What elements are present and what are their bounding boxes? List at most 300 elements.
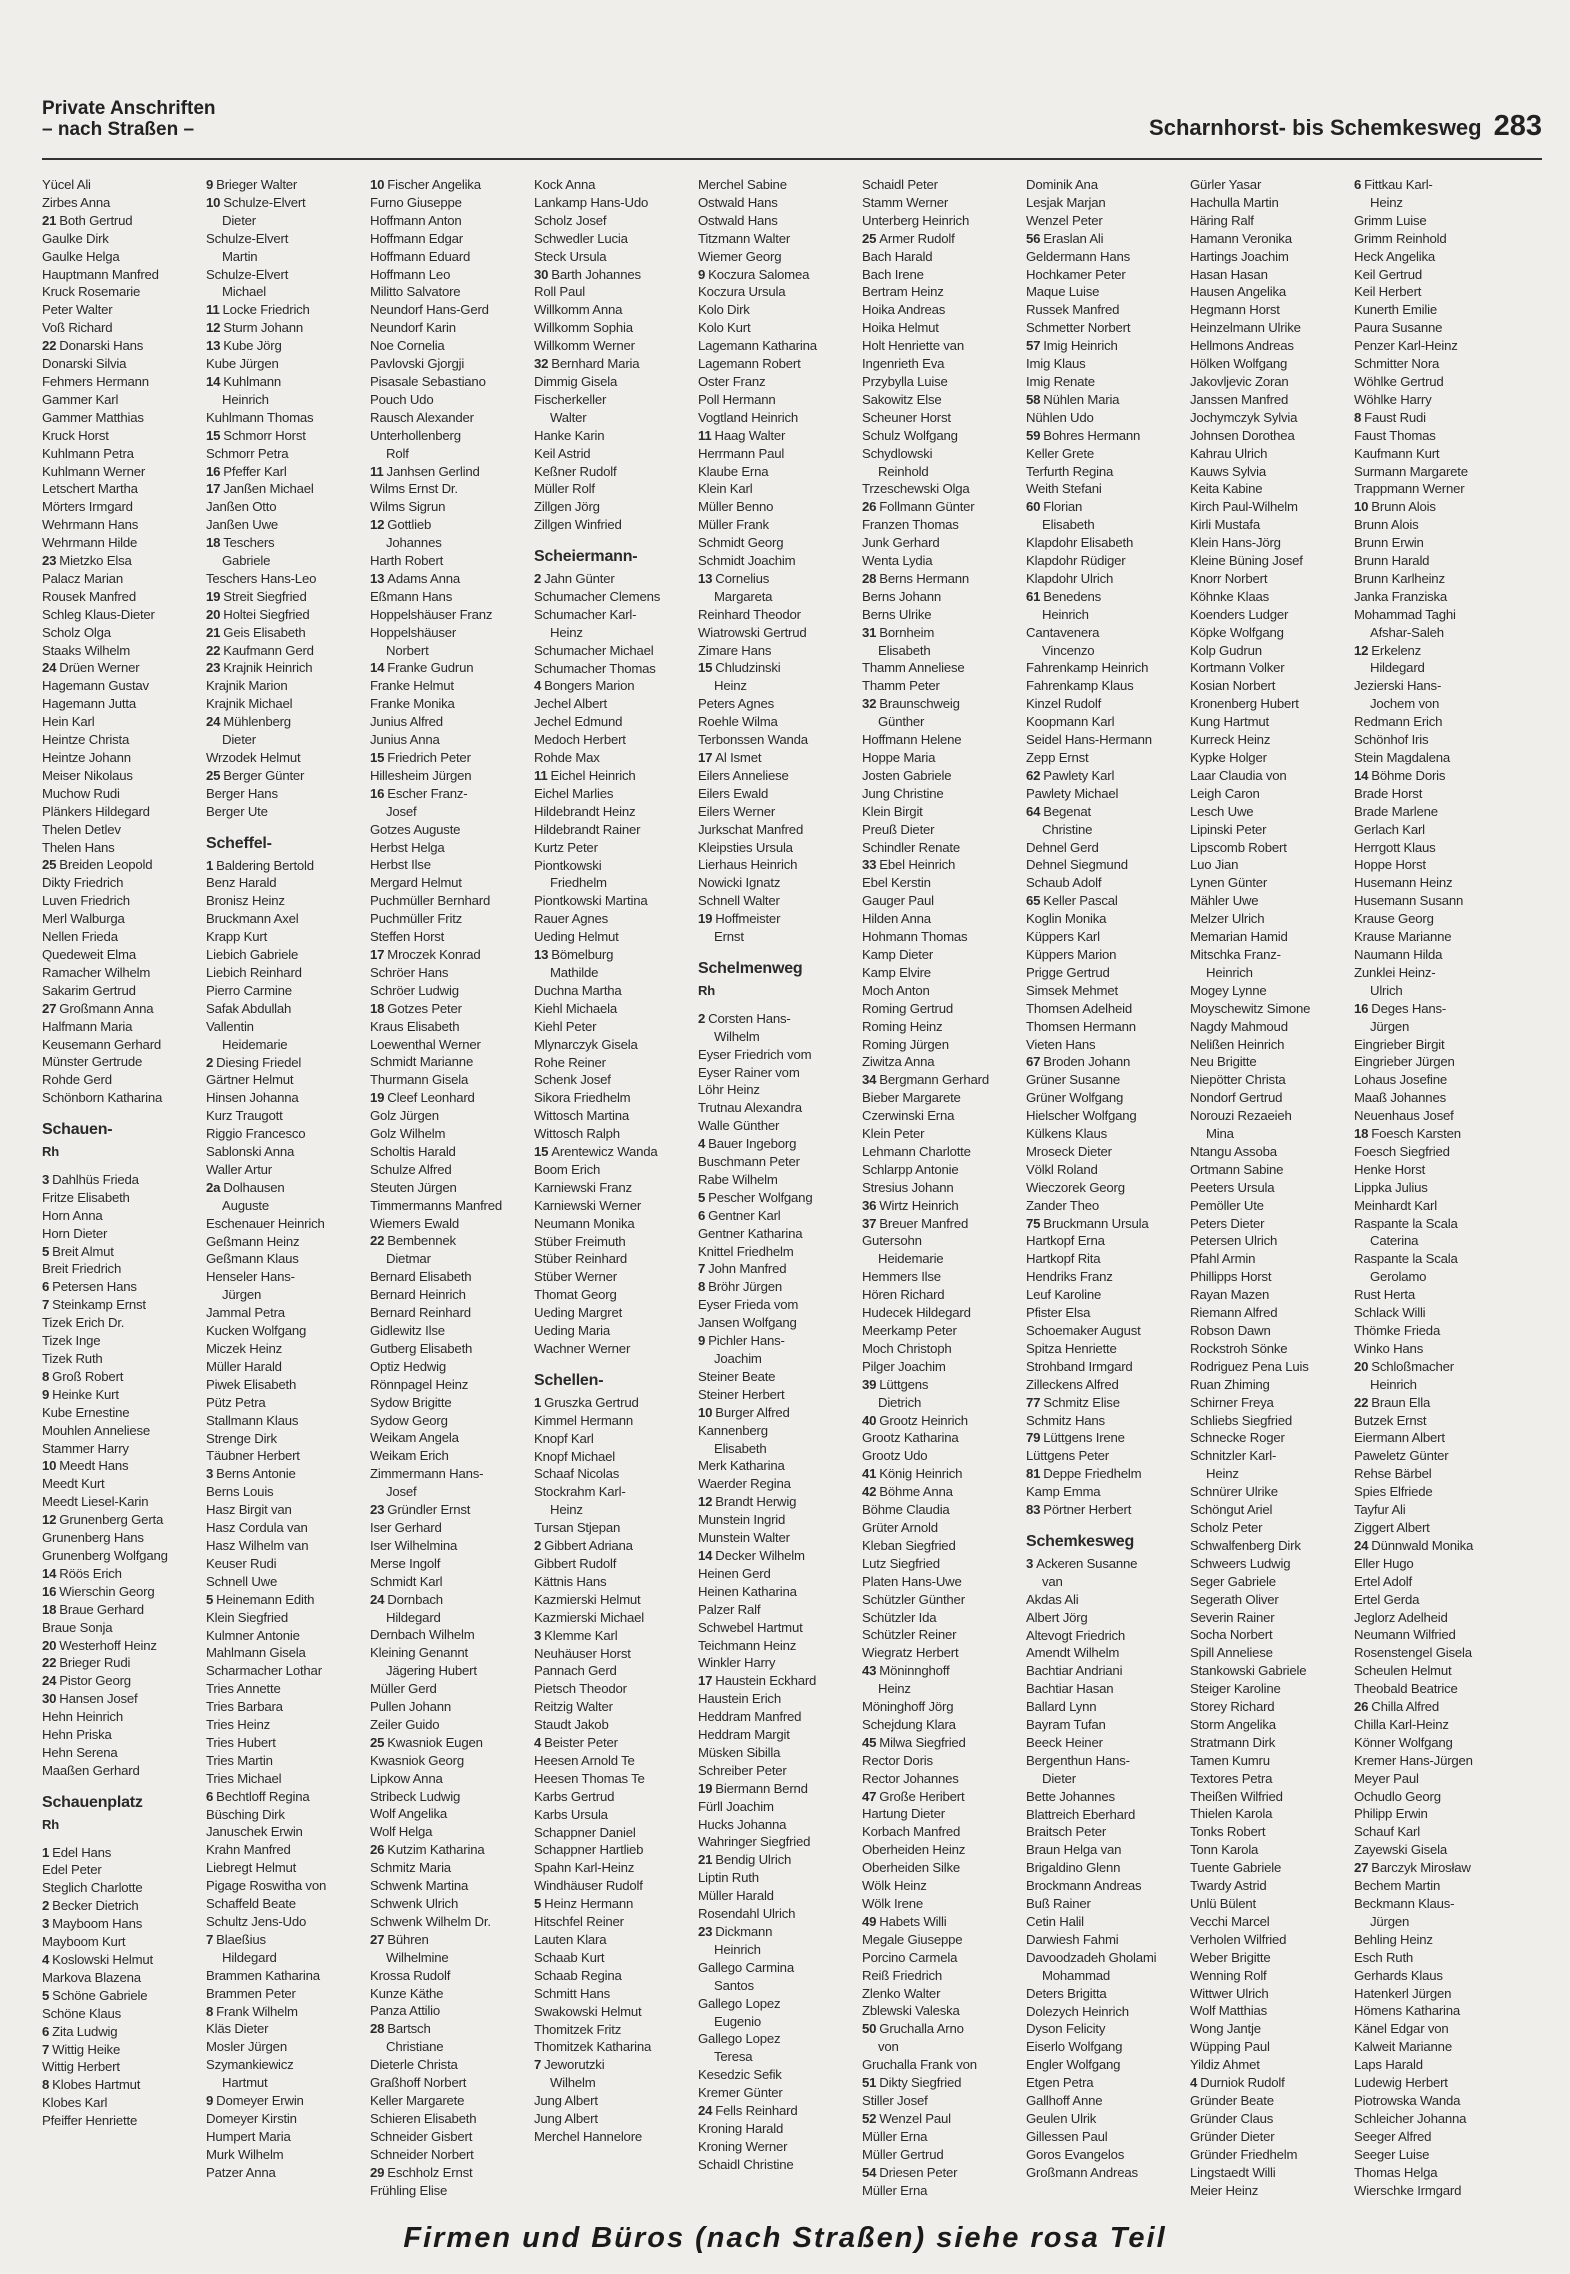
resident-entry: Kuhlmann Petra (42, 445, 134, 461)
house-number: 2 (534, 571, 542, 587)
resident-entry: Bach Irene (862, 266, 924, 282)
resident-entry: Peters Agnes (698, 696, 775, 712)
resident-entry: Yücel Ali (42, 177, 91, 192)
resident-entry: Lagemann Katharina (698, 338, 817, 354)
resident-entry: Rector Doris (862, 1752, 933, 1768)
resident-entry: 19 Biermann Bernd (698, 1780, 808, 1796)
resident-entry: Rosenstengel Gisela (1354, 1645, 1472, 1661)
resident-entry: Lehmann Charlotte (862, 1143, 971, 1159)
house-number: 23 (206, 660, 221, 676)
resident-entry: Böhme Claudia (862, 1502, 950, 1518)
resident-entry: Zayewski Gisela (1354, 1842, 1448, 1858)
resident-entry: Henke Horst (1354, 1161, 1426, 1177)
resident-entry: Gentner Katharina (698, 1225, 803, 1241)
resident-entry: Kock Anna (534, 177, 596, 192)
resident-entry: 32 Braunschweig (862, 696, 960, 712)
house-number: 24 (206, 714, 221, 730)
resident-entry: Oster Franz (698, 373, 766, 389)
resident-entry: Franke Monika (370, 696, 455, 712)
resident-entry: 9 Pichler Hans- (698, 1333, 785, 1349)
resident-entry: Memarian Hamid (1190, 929, 1288, 945)
resident-entry: Ziwitza Anna (862, 1054, 935, 1070)
resident-entry: Koczura Ursula (698, 284, 786, 300)
resident-entry: Schneider Norbert (370, 2146, 474, 2162)
street-heading: Schauen- (42, 1121, 113, 1139)
resident-entry: Hauptmann Manfred (42, 266, 159, 282)
resident-entry: Köpke Wolfgang (1190, 624, 1284, 640)
resident-entry: Geßmann Klaus (206, 1251, 299, 1267)
resident-entry: Schaab Kurt (534, 1949, 605, 1965)
resident-entry: Naumann Hilda (1354, 946, 1443, 962)
resident-entry: 83 Pörtner Herbert (1026, 1502, 1132, 1518)
resident-entry: Hoika Andreas (862, 302, 946, 318)
resident-entry: 6 Petersen Hans (42, 1279, 137, 1295)
resident-entry: Kiehl Peter (534, 1018, 597, 1034)
resident-entry: Keita Kabine (1190, 481, 1263, 497)
resident-entry: Eiserlo Wolfgang (1026, 2039, 1123, 2055)
resident-entry: Megale Giuseppe (862, 1931, 963, 1947)
entry-continuation: Heinrich (714, 1941, 761, 1957)
resident-entry: 18 Gotzes Peter (370, 1000, 462, 1016)
resident-entry: Braitsch Peter (1026, 1824, 1107, 1840)
resident-entry: Klein Karl (698, 481, 753, 497)
resident-entry: Mitschka Franz- (1190, 946, 1281, 962)
resident-entry: Frühling Elise (370, 2182, 448, 2198)
house-number: 12 (698, 1494, 713, 1510)
house-number: 15 (698, 660, 713, 676)
house-number: 8 (42, 1368, 50, 1384)
resident-entry: 11 Eichel Heinrich (534, 768, 636, 783)
resident-entry: Trzeschewski Olga (862, 481, 970, 497)
resident-entry: Russek Manfred (1026, 302, 1120, 318)
resident-entry: Roll Paul (534, 284, 585, 300)
resident-entry: Preuß Dieter (862, 821, 935, 837)
entry-continuation: Elisabeth (714, 1440, 767, 1456)
resident-entry: Optiz Hedwig (370, 1358, 447, 1374)
entry-continuation: Auguste (222, 1197, 269, 1213)
resident-entry: Stüber Freimuth (534, 1233, 626, 1249)
house-number: 8 (42, 2077, 50, 2093)
house-number: 10 (370, 177, 385, 192)
resident-entry: Stratmann Dirk (1190, 1734, 1276, 1750)
resident-entry: Scholz Olga (42, 624, 111, 640)
resident-entry: Sakarim Gertrud (42, 982, 136, 998)
resident-entry: Blattreich Eberhard (1026, 1806, 1136, 1822)
resident-entry: Titzmann Walter (698, 230, 791, 246)
resident-entry: Schaub Adolf (1026, 875, 1102, 891)
resident-entry: Jammal Petra (206, 1305, 285, 1321)
resident-entry: Grimm Luise (1354, 212, 1427, 228)
resident-entry: Hildebrandt Heinz (534, 803, 636, 819)
resident-entry: Brade Horst (1354, 785, 1423, 801)
resident-entry: Zirbes Anna (42, 194, 111, 210)
resident-entry: Heinzelmann Ulrike (1190, 320, 1301, 336)
resident-entry: Nelißen Heinrich (1190, 1036, 1285, 1052)
resident-entry: Tizek Ruth (42, 1351, 103, 1366)
resident-entry: 45 Milwa Siegfried (862, 1734, 966, 1750)
resident-entry: Schützler Günther (862, 1591, 965, 1607)
resident-entry: Müller Erna (862, 2182, 928, 2198)
resident-entry: Hanke Karin (534, 427, 605, 443)
resident-entry: Wahringer Siegfried (698, 1834, 811, 1850)
resident-entry: Gidlewitz Ilse (370, 1323, 445, 1338)
resident-entry: Weith Stefani (1026, 481, 1102, 497)
resident-entry: Merchel Sabine (698, 177, 787, 192)
house-number: 26 (862, 499, 877, 515)
resident-entry: Kurtz Peter (534, 839, 598, 855)
house-number: 18 (42, 1601, 57, 1617)
resident-entry: Esch Ruth (1354, 1949, 1414, 1965)
directory-column (1026, 176, 1190, 2201)
resident-entry: 58 Nühlen Maria (1026, 391, 1120, 407)
resident-entry: Tries Michael (206, 1770, 282, 1786)
resident-entry: Wenning Rolf (1190, 1967, 1267, 1983)
resident-entry: Heck Angelika (1354, 248, 1435, 264)
resident-entry: Humpert Maria (206, 2128, 291, 2144)
house-number: 10 (1354, 499, 1369, 515)
house-number: 52 (862, 2110, 877, 2126)
resident-entry: Schieren Elisabeth (370, 2110, 477, 2126)
resident-entry: Roehle Wilma (698, 714, 778, 730)
resident-entry: 15 Friedrich Peter (370, 750, 471, 765)
entry-continuation: Martin (222, 248, 258, 264)
resident-entry: Krapp Kurt (206, 929, 268, 945)
resident-entry: Thomsen Hermann (1026, 1018, 1136, 1034)
resident-entry: Schröer Hans (370, 964, 449, 980)
resident-entry: Gürler Yasar (1190, 177, 1262, 192)
resident-entry: Severin Rainer (1190, 1609, 1275, 1625)
resident-entry: Terfurth Regina (1026, 463, 1114, 479)
house-number: 3 (42, 1171, 50, 1187)
resident-entry: 6 Fittkau Karl- (1354, 177, 1433, 192)
resident-entry: Fahrenkamp Klaus (1026, 678, 1134, 694)
resident-entry: Steffen Horst (370, 929, 445, 945)
resident-entry: Eilers Ewald (698, 785, 769, 801)
resident-entry: Berns Louis (206, 1484, 274, 1500)
resident-entry: Breit Friedrich (42, 1261, 122, 1277)
resident-entry: Schleicher Johanna (1354, 2110, 1467, 2126)
resident-entry: Janßen Uwe (206, 517, 279, 533)
resident-entry: Schröer Ludwig (370, 982, 459, 998)
resident-entry: Luo Jian (1190, 857, 1239, 873)
resident-entry: Bechem Martin (1354, 1878, 1441, 1894)
resident-entry: 10 Burger Alfred (698, 1404, 790, 1420)
resident-entry: Wenzel Peter (1026, 212, 1103, 228)
resident-entry: Eller Hugo (1354, 1555, 1414, 1571)
entry-continuation: Heidemarie (878, 1251, 944, 1267)
district-code: Rh (42, 1816, 59, 1832)
resident-entry: Thurmann Gisela (370, 1072, 469, 1088)
resident-entry: 24 Mühlenberg (206, 714, 291, 730)
house-number: 25 (206, 767, 221, 783)
resident-entry: Imig Klaus (1026, 356, 1086, 372)
resident-entry: Twardy Astrid (1190, 1878, 1267, 1894)
house-number: 15 (534, 1144, 549, 1160)
house-number: 9 (42, 1386, 50, 1402)
page-number: 283 (1493, 110, 1542, 142)
resident-entry: Brunn Karlheinz (1354, 570, 1445, 586)
resident-entry: Rohde Max (534, 750, 600, 766)
resident-entry: 81 Deppe Friedhelm (1026, 1466, 1142, 1482)
resident-entry: Karniewski Franz (534, 1179, 632, 1195)
resident-entry: Scholz Josef (534, 212, 607, 228)
resident-entry: Kleban Siegfried (862, 1537, 956, 1553)
resident-entry: Heinen Gerd (698, 1565, 771, 1581)
resident-entry: Lierhaus Heinrich (698, 857, 798, 873)
resident-entry: Cantavenera (1026, 624, 1100, 640)
resident-entry: Klapdohr Elisabeth (1026, 535, 1134, 551)
entry-continuation: Heinz (550, 1502, 583, 1518)
house-number: 18 (370, 1000, 385, 1016)
resident-entry: Krahn Manfred (206, 1842, 291, 1858)
street-heading: Schelmenweg (698, 959, 803, 977)
resident-entry: Rausch Alexander (370, 409, 474, 425)
resident-entry: Teichmann Heinz (698, 1637, 797, 1653)
resident-entry: 16 Deges Hans- (1354, 1000, 1447, 1016)
house-number: 3 (42, 1916, 50, 1932)
page-header (42, 88, 1542, 160)
resident-entry: Schaidl Christine (698, 2156, 794, 2172)
resident-entry: Nagdy Mahmoud (1190, 1018, 1288, 1034)
resident-entry: Theobald Beatrice (1354, 1681, 1458, 1697)
resident-entry: Lingstaedt Willi (1190, 2164, 1276, 2180)
resident-entry: 27 Großmann Anna (42, 1000, 154, 1016)
resident-entry: Strenge Dirk (206, 1430, 277, 1446)
resident-entry: 33 Ebel Heinrich (862, 857, 956, 873)
resident-entry: Munstein Walter (698, 1530, 790, 1546)
resident-entry: Tizek Inge (42, 1333, 101, 1349)
resident-entry: Rönnpagel Heinz (370, 1376, 469, 1392)
resident-entry: Norouzi Rezaeieh (1190, 1108, 1292, 1124)
resident-entry: Kleine Büning Josef (1190, 553, 1303, 569)
resident-entry: Wöhlke Harry (1354, 391, 1432, 407)
resident-entry: 39 Lüttgens (862, 1376, 929, 1392)
resident-entry: Militto Salvatore (370, 284, 461, 300)
resident-entry: Klein Siegfried (206, 1609, 289, 1625)
house-number: 7 (42, 2041, 50, 2057)
resident-entry: Meinhardt Karl (1354, 1197, 1437, 1213)
house-number: 4 (698, 1136, 706, 1152)
resident-entry: 23 Mietzko Elsa (42, 553, 132, 569)
section-title (42, 98, 216, 140)
resident-entry: Boom Erich (534, 1161, 601, 1177)
resident-entry: Maaßen Gerhard (42, 1762, 140, 1778)
resident-entry: Hoffmann Eduard (370, 248, 471, 264)
resident-entry: Klaube Erna (698, 463, 769, 479)
resident-entry: Merchel Hannelore (534, 2128, 643, 2144)
resident-entry: Kwasniok Georg (370, 1752, 464, 1768)
resident-entry: Roming Gertrud (862, 1000, 954, 1016)
resident-entry: Fürll Joachim (698, 1798, 774, 1814)
resident-entry: Simsek Mehmet (1026, 982, 1118, 998)
resident-entry: Kung Hartmut (1190, 714, 1269, 730)
house-number: 50 (862, 2021, 877, 2037)
resident-entry: Hölken Wolfgang (1190, 356, 1288, 372)
resident-entry: Kinzel Rudolf (1026, 696, 1102, 712)
resident-entry: Pietsch Theodor (534, 1681, 627, 1697)
resident-entry: Neumann Wilfried (1354, 1627, 1456, 1643)
resident-entry: Bieber Margarete (862, 1090, 961, 1106)
resident-entry: Grunenberg Hans (42, 1530, 144, 1546)
resident-entry: Merl Walburga (42, 911, 125, 927)
resident-entry: Panza Attilio (370, 2003, 440, 2019)
resident-entry: Kunerth Emilie (1354, 302, 1437, 318)
resident-entry: 21 Both Gertrud (42, 212, 133, 228)
entry-continuation: Elisabeth (878, 642, 931, 658)
resident-entry: Harth Robert (370, 553, 444, 569)
resident-entry: 7 Steinkamp Ernst (42, 1297, 146, 1313)
resident-entry: Koopmann Karl (1026, 714, 1115, 730)
resident-entry: Deters Brigitta (1026, 1985, 1107, 2001)
entry-continuation: Margareta (714, 588, 773, 604)
street-heading: Schemkesweg (1026, 1532, 1135, 1550)
house-number: 30 (42, 1691, 57, 1707)
entry-continuation: Heinrich (1206, 964, 1253, 980)
resident-entry: Wiemer Georg (698, 248, 782, 264)
resident-entry: Winkler Harry (698, 1655, 776, 1671)
resident-entry: Jechel Edmund (534, 714, 623, 730)
resident-entry: Gutberg Elisabeth (370, 1340, 473, 1356)
resident-entry: Seeger Alfred (1354, 2128, 1432, 2144)
resident-entry: Hartkopf Erna (1026, 1233, 1105, 1249)
resident-entry: Prigge Gertrud (1026, 964, 1110, 980)
entry-continuation: Wilhelmine (386, 1949, 449, 1965)
resident-entry: Rauer Agnes (534, 911, 609, 927)
resident-entry: 30 Hansen Josef (42, 1691, 138, 1707)
resident-entry: Tonks Robert (1190, 1824, 1266, 1840)
resident-entry: 20 Schloßmacher (1354, 1358, 1454, 1374)
resident-entry: Fehmers Hermann (42, 373, 149, 389)
resident-entry: Neundorf Karin (370, 320, 456, 336)
resident-entry: Moyschewitz Simone (1190, 1000, 1311, 1016)
resident-entry: 5 Heinz Hermann (534, 1896, 634, 1912)
resident-entry: Liebich Gabriele (206, 947, 299, 963)
resident-entry: Petersen Ulrich (1190, 1233, 1278, 1249)
resident-entry: Lipscomb Robert (1190, 839, 1287, 855)
resident-entry: Maque Luise (1026, 284, 1100, 300)
resident-entry: Nühlen Udo (1026, 409, 1094, 425)
resident-entry: Unterberg Heinrich (862, 212, 970, 228)
resident-entry: Pawlety Michael (1026, 785, 1119, 801)
resident-entry: Willkomm Werner (534, 338, 635, 354)
resident-entry: Bette Johannes (1026, 1788, 1115, 1804)
resident-entry: Husemann Heinz (1354, 875, 1453, 891)
resident-entry: 22 Kaufmann Gerd (206, 642, 314, 658)
entry-continuation: Friedhelm (550, 875, 607, 891)
house-number: 31 (862, 624, 877, 640)
resident-entry: Kube Ernestine (42, 1404, 130, 1420)
resident-entry: Schnitzler Karl- (1190, 1448, 1277, 1464)
resident-entry: Nellen Frieda (42, 929, 118, 945)
house-number: 22 (42, 338, 57, 354)
resident-entry: Ostwald Hans (698, 194, 778, 210)
house-number: 17 (206, 481, 221, 497)
resident-entry: Iser Wilhelmina (370, 1537, 458, 1553)
resident-entry: Hillesheim Jürgen (370, 767, 472, 783)
resident-entry: 15 Chludzinski (698, 660, 781, 676)
resident-entry: Liebregt Helmut (206, 1860, 297, 1876)
resident-entry (370, 2199, 534, 2201)
resident-entry: Lohaus Josefine (1354, 1072, 1448, 1088)
resident-entry: Schumacher Thomas (534, 660, 656, 676)
house-number: 30 (534, 266, 549, 282)
entry-continuation: Heidemarie (222, 1036, 288, 1052)
street-range-label: Scharnhorst- bis Schemkesweg (1149, 115, 1482, 140)
entry-continuation: Günther (878, 714, 925, 730)
resident-entry: Schulze-Elvert (206, 230, 289, 246)
entry-continuation: Jägering Hubert (386, 1663, 477, 1679)
resident-entry: 12 Sturm Johann (206, 320, 303, 336)
resident-entry: Lesch Uwe (1190, 803, 1254, 819)
house-number: 23 (42, 553, 57, 569)
house-number: 14 (206, 373, 221, 389)
resident-entry: Duchna Martha (534, 982, 622, 998)
resident-entry: Schleg Klaus-Dieter (42, 606, 155, 622)
resident-entry: 18 Foesch Karsten (1354, 1126, 1461, 1142)
resident-entry: Hagemann Gustav (42, 678, 149, 694)
house-number: 43 (862, 1663, 877, 1679)
house-number: 2a (206, 1179, 221, 1195)
resident-entry: Schulze Alfred (370, 1161, 452, 1177)
house-number: 5 (42, 1987, 50, 2003)
resident-entry: Spitza Henriette (1026, 1340, 1117, 1356)
house-number: 10 (698, 1404, 713, 1420)
resident-entry: Lauten Klara (534, 1932, 607, 1947)
resident-entry: Kättnis Hans (534, 1573, 607, 1589)
resident-entry: Riemann Alfred (1190, 1305, 1278, 1321)
resident-entry: Pullen Johann (370, 1699, 451, 1715)
house-number: 47 (862, 1788, 877, 1804)
resident-entry: Junk Gerhard (862, 535, 940, 551)
resident-entry: Beckmann Klaus- (1354, 1896, 1455, 1911)
house-number: 79 (1026, 1430, 1041, 1446)
resident-entry: Kraus Elisabeth (370, 1018, 460, 1034)
resident-entry: Hasz Birgit van (206, 1502, 292, 1518)
resident-entry: 25 Kwasniok Eugen (370, 1734, 483, 1750)
resident-entry: Dyson Felicity (1026, 2021, 1106, 2037)
resident-entry: Thelen Hans (42, 839, 115, 855)
house-number: 22 (370, 1233, 385, 1249)
resident-entry: Sydow Georg (370, 1412, 448, 1428)
resident-entry: Poll Hermann (698, 391, 776, 407)
resident-entry: 26 Chilla Alfred (1354, 1699, 1440, 1715)
resident-entry: 9 Brieger Walter (206, 177, 298, 192)
resident-entry: Dieterle Christa (370, 2057, 458, 2073)
house-number: 19 (698, 1780, 713, 1796)
resident-entry: Hegmann Horst (1190, 302, 1280, 318)
resident-entry: Seeger Luise (1354, 2146, 1430, 2162)
resident-entry: 17 Haustein Eckhard (698, 1673, 817, 1689)
resident-entry: Schützler Reiner (862, 1627, 957, 1643)
resident-entry: Ebel Kerstin (862, 875, 931, 891)
resident-entry: Quedeweit Elma (42, 946, 136, 962)
directory-column (42, 176, 206, 2201)
resident-entry: Thomas Helga (1354, 2164, 1438, 2180)
resident-entry: Trappmann Werner (1354, 481, 1465, 497)
resident-entry: 2 Becker Dietrich (42, 1898, 139, 1914)
resident-entry: 2 Jahn Günter (534, 571, 615, 587)
entry-continuation: Josef (386, 1484, 417, 1500)
resident-entry: Dominik Ana (1026, 177, 1098, 192)
resident-entry: Hemmers Ilse (862, 1269, 941, 1285)
resident-entry: Merse Ingolf (370, 1555, 441, 1571)
resident-entry: Golz Jürgen (370, 1108, 439, 1124)
resident-entry: Voß Richard (42, 320, 113, 336)
resident-entry: 41 König Heinrich (862, 1466, 963, 1482)
resident-entry: Geulen Ulrik (1026, 2110, 1097, 2126)
resident-entry: Oberheiden Heinz (862, 1842, 966, 1858)
directory-column (534, 176, 698, 2201)
